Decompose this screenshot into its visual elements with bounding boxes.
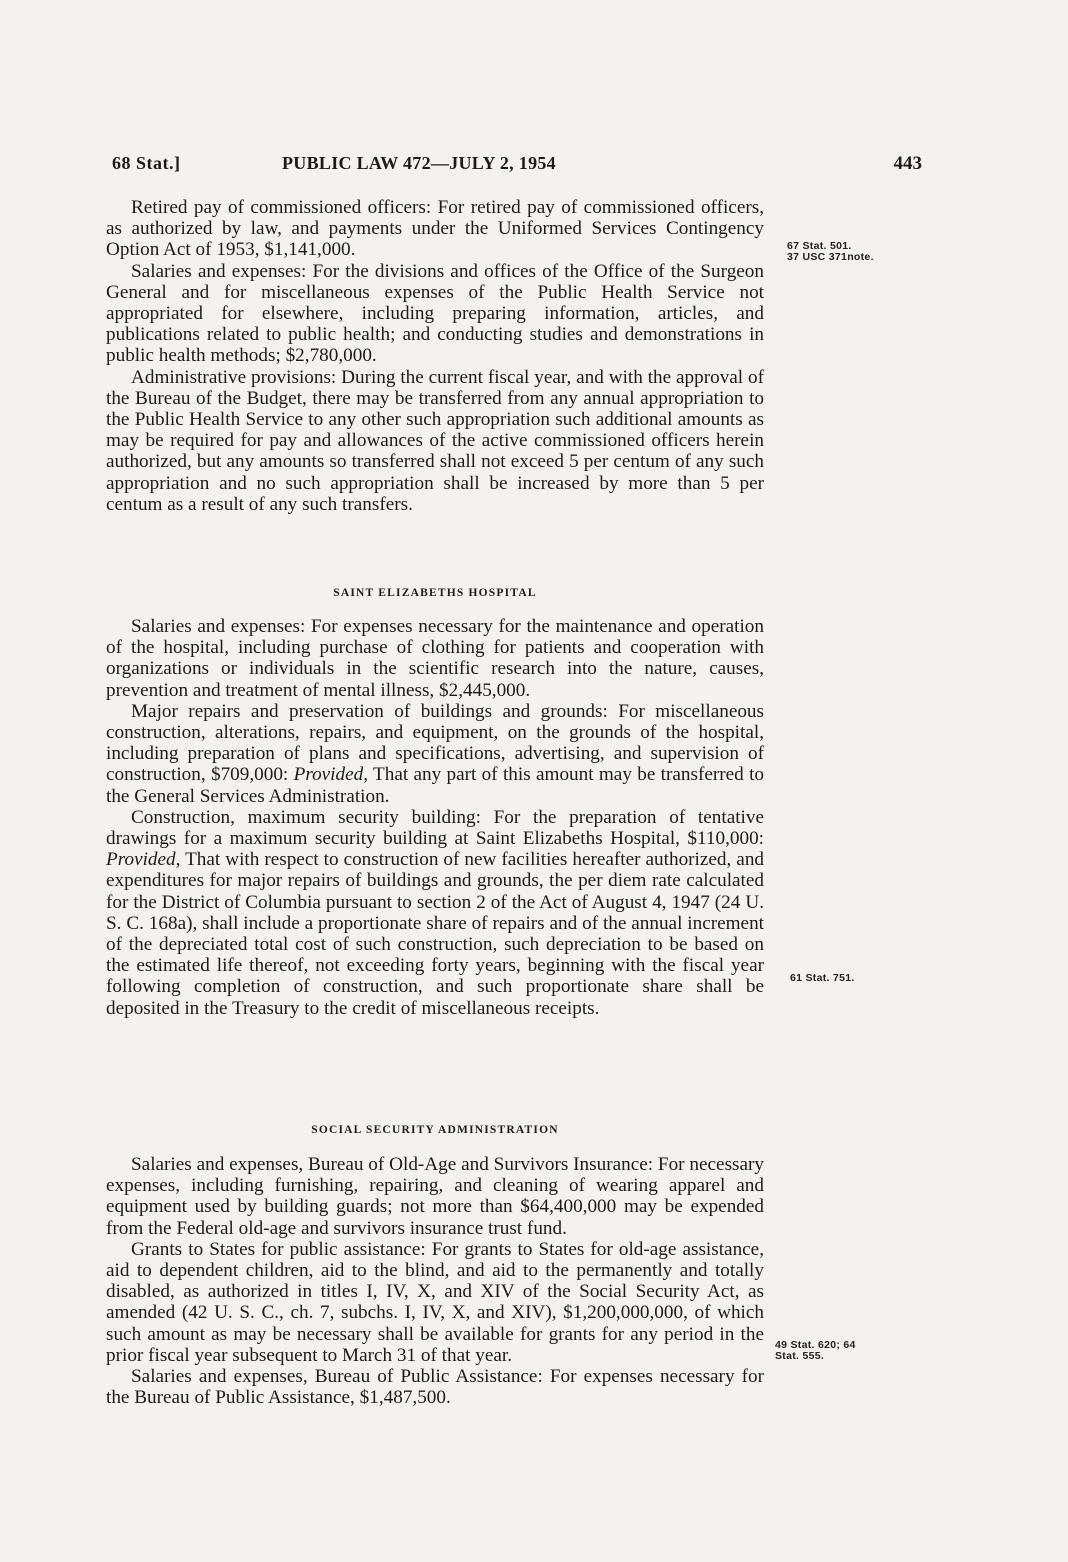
- margin-note-line: 37 USC 371note.: [787, 251, 874, 263]
- margin-note-line: 61 Stat. 751.: [790, 972, 855, 984]
- section-heading-saint-elizabeths: [106, 583, 764, 604]
- paragraph-administrative-provisions: Administrative provisions: During the current fiscal year, and with the approval of the Bureau of the Budget, there may be transferred from any annual appropriation to the Public Health Service to any other such appropriation such additional amounts as may be required for pay and allowances of the active commissioned officers herein authorized, but any amounts so transferred shall not exceed 5 per centum of any such appropriation and no such appropriation shall be increased by more than 5 per centum as a result of any such transfers.: [106, 366, 764, 515]
- header-title: PUBLIC LAW 472—JULY 2, 1954: [282, 153, 556, 173]
- paragraph-retired-pay: Retired pay of commissioned officers: For retired pay of commissioned officers, as authorized by law, and payments under the Uniformed Services Contingency Option Act of 1953, $1,141,000.: [106, 197, 764, 261]
- text-block-social-security: [106, 1154, 764, 1408]
- margin-note-49-stat: [775, 1340, 856, 1362]
- paragraph-public-assistance: Salaries and expenses, Bureau of Public Assistance: For expenses necessary for the Bureau of Public Assistance, $1,487,500.: [106, 1366, 764, 1409]
- major-repairs-text-a: Major repairs and preservation of buildings and grounds: For miscellaneous construction, alterations, repairs, and equipment, on the grounds of the hospital, including preparation of plans and specifications, advertising, and supervision of construction, $709,000:: [106, 700, 764, 786]
- text-block-saint-elizabeths: [106, 616, 764, 1019]
- paragraph-hospital-salaries: Salaries and expenses: For expenses necessary for the maintenance and operation of the hospital, including purchase of clothing for patients and cooperation with organizations or individuals in the scientific research into the nature, causes, prevention and treatment of mental illness, $2,445,000.: [106, 616, 764, 701]
- paragraph-old-age-survivors: Salaries and expenses, Bureau of Old-Age and Survivors Insurance: For necessary expenses, including furnishing, repairing, and cleaning of wearing apparel and equipment used by building guards; not more than $64,400,000 may be expended from the Federal old-age and survivors insurance trust fund.: [106, 1154, 764, 1239]
- heading-text: SAINT ELIZABETHS HOSPITAL: [333, 587, 537, 599]
- section-heading-social-security: [106, 1120, 764, 1141]
- margin-note-61-stat: [790, 973, 855, 984]
- construction-text-a: Construction, maximum security building: For the preparation of tentative drawings for a maximum security building at Saint Elizabeths Hospital, $110,000:: [106, 806, 764, 850]
- margin-note-line: 67 Stat. 501.: [787, 240, 852, 252]
- header-volume: 68 Stat.]: [112, 153, 181, 173]
- construction-text-b: That with respect to construction of new facilities hereafter authorized, and expenditures for major repairs of buildings and grounds, the per diem rate calculated for the District of Columbia pursuant to section 2 of the Act of August 4, 1947 (24 U. S. C. 168a), shall include a proportionate share of repairs and of the annual increment of the depreciated total cost of such construction, such depreciation to be based on the estimated life thereof, not exceeding forty years, beginning with the fiscal year following completion of construction, and such proportionate share shall be deposited in the Treasury to the credit of miscellaneous receipts.: [106, 849, 765, 1019]
- paragraph-salaries-surgeon-general: Salaries and expenses: For the divisions and offices of the Office of the Surgeon General and for miscellaneous expenses of the Public Health Service not appropriated for elsewhere, including preparing information, articles, and publications related to public health; and conducting studies and demonstrations in public health methods; $2,780,000.: [106, 260, 764, 367]
- page-number: 443: [893, 153, 922, 174]
- heading-text: SOCIAL SECURITY ADMINISTRATION: [311, 1124, 559, 1136]
- text-block-public-health: [106, 197, 764, 515]
- paragraph-major-repairs: [106, 701, 764, 807]
- running-header: [112, 153, 922, 183]
- margin-note-line: 49 Stat. 620; 64: [775, 1339, 856, 1351]
- major-repairs-text-b: That any part of this amount may be transferred to the General Services Administration.: [106, 764, 765, 807]
- margin-note-67-stat: [787, 241, 874, 263]
- provided-italic: Provided,: [106, 849, 181, 871]
- margin-note-line: Stat. 555.: [775, 1350, 825, 1362]
- paragraph-grants-to-states: Grants to States for public assistance: For grants to States for old-age assistance, aid to dependent children, aid to the blind, and aid to the permanently and totally disabled, as authorized in titles I, IV, X, and XIV of the Social Security Act, as amended (42 U. S. C., ch. 7, subchs. I, IV, X, and XIV), $1,200,000,000, of which such amount as may be necessary shall be available for grants for any period in the prior fiscal year subsequent to March 31 of that year.: [106, 1238, 764, 1366]
- paragraph-construction-security-building: [106, 807, 764, 1019]
- provided-italic: Provided,: [293, 764, 369, 786]
